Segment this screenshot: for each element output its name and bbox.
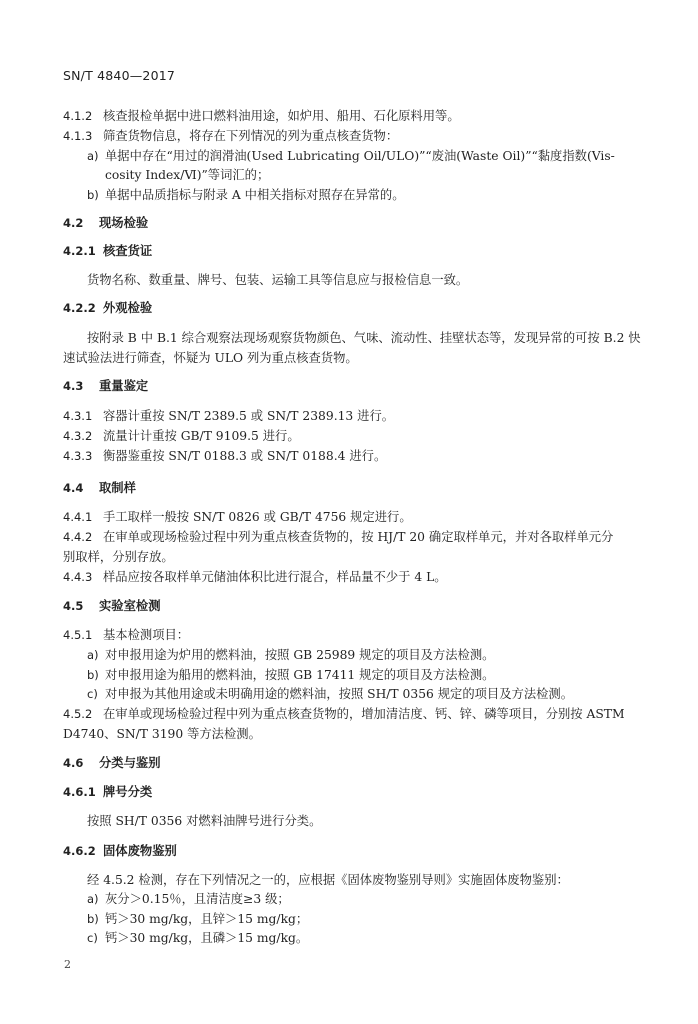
list-item-b <box>87 187 405 203</box>
clause-text: 手工取样一般按 SN/T 0826 或 GB/T 4756 规定进行。 <box>103 510 412 524</box>
clause-text: D4740、SN/T 3190 等方法检测。 <box>63 727 261 741</box>
clause-4-4-2 <box>63 529 613 545</box>
clause-number: 4.1.2 <box>63 109 93 123</box>
clause-4-4-1 <box>63 509 412 525</box>
list-text: 钙＞30 mg/kg，且磷＞15 mg/kg。 <box>105 931 309 945</box>
clause-4-4-3 <box>63 569 447 585</box>
clause-4-3-2 <box>63 428 300 444</box>
clause-4-5-2-continued <box>63 726 261 742</box>
clause-number: 4.5.2 <box>63 707 93 721</box>
list-item-a <box>87 148 615 164</box>
clause-text: 流量计计重按 GB/T 9109.5 进行。 <box>103 429 300 443</box>
clause-text: 核查报检单据中进口燃料油用途，如炉用、船用、石化原料用等。 <box>103 109 460 123</box>
paragraph <box>87 872 569 888</box>
list-text: 单据中品质指标与附录 A 中相关指标对照存在异常的。 <box>105 188 405 202</box>
list-item-b <box>87 911 308 927</box>
clause-number: 4.1.3 <box>63 129 93 143</box>
standard-header: SN/T 4840—2017 <box>63 68 176 83</box>
section-heading-4-3 <box>63 378 148 394</box>
clause-4-3-1 <box>63 408 394 424</box>
heading-number: 4.2 <box>63 216 84 230</box>
clause-text: 容器计重按 SN/T 2389.5 或 SN/T 2389.13 进行。 <box>103 409 395 423</box>
list-item-a <box>87 647 494 663</box>
heading-title: 固体废物鉴别 <box>103 844 177 858</box>
heading-number: 4.6 <box>63 756 84 770</box>
list-marker: b) <box>87 188 99 202</box>
list-item-a-continued <box>105 167 269 183</box>
section-heading-4-4 <box>63 480 136 496</box>
paragraph-text: 货物名称、数重量、牌号、包装、运输工具等信息应与报检信息一致。 <box>87 273 469 287</box>
heading-title: 核查货证 <box>103 244 153 258</box>
clause-4-3-3 <box>63 448 386 464</box>
clause-text: 筛查货物信息，将存在下列情况的列为重点核查货物： <box>103 129 399 143</box>
heading-title: 重量鉴定 <box>99 379 149 393</box>
clause-number: 4.3.1 <box>63 409 93 423</box>
clause-text: 基本检测项目： <box>103 628 190 642</box>
clause-number: 4.4.3 <box>63 570 93 584</box>
clause-number: 4.5.1 <box>63 628 93 642</box>
clause-4-5-2 <box>63 706 625 722</box>
clause-4-4-2-continued <box>63 549 174 565</box>
heading-number: 4.2.2 <box>63 301 96 315</box>
clause-text: 样品应按各取样单元储油体积比进行混合，样品量不少于 4 L。 <box>103 570 447 584</box>
page-number: 2 <box>64 958 71 971</box>
clause-text: 在审单或现场检验过程中列为重点核查货物的，增加清洁度、钙、锌、磷等项目，分别按 ASTM <box>103 707 625 721</box>
heading-number: 4.6.1 <box>63 785 96 799</box>
section-heading-4-2 <box>63 215 148 231</box>
list-text: 对申报用途为炉用的燃料油，按照 GB 25989 规定的项目及方法检测。 <box>105 648 495 662</box>
list-text: 对申报用途为船用的燃料油，按照 GB 17411 规定的项目及方法检测。 <box>105 668 495 682</box>
section-heading-4-6 <box>63 755 161 771</box>
list-text: 单据中存在“用过的润滑油(Used Lubricating Oil/ULO)”“废油(Waste Oil)”“黏度指数(Vis- <box>105 149 615 163</box>
clause-number: 4.4.1 <box>63 510 93 524</box>
heading-number: 4.6.2 <box>63 844 96 858</box>
heading-title: 外观检验 <box>103 301 153 315</box>
list-marker: c) <box>87 931 98 945</box>
clause-text: 在审单或现场检验过程中列为重点核查货物的，按 HJ/T 20 确定取样单元，并对各取样单元分 <box>103 530 614 544</box>
list-text: 对申报为其他用途或未明确用途的燃料油，按照 SH/T 0356 规定的项目及方法检测。 <box>105 687 574 701</box>
heading-number: 4.5 <box>63 599 84 613</box>
paragraph-text: 速试验法进行筛查，怀疑为 ULO 列为重点核查货物。 <box>63 351 358 365</box>
paragraph-text: 经 4.5.2 检测，存在下列情况之一的，应根据《固体废物鉴别导则》实施固体废物鉴别： <box>87 873 569 887</box>
list-marker: a) <box>87 149 99 163</box>
heading-title: 牌号分类 <box>103 785 153 799</box>
list-text: cosity Index/Ⅵ)”等词汇的； <box>105 168 270 182</box>
paragraph <box>87 272 468 288</box>
section-heading-4-6-1 <box>63 784 152 800</box>
list-item-b <box>87 667 494 683</box>
heading-title: 实验室检测 <box>99 599 161 613</box>
section-heading-4-6-2 <box>63 843 177 859</box>
list-marker: a) <box>87 648 99 662</box>
list-item-c <box>87 686 573 702</box>
clause-number: 4.3.3 <box>63 449 93 463</box>
list-marker: b) <box>87 912 99 926</box>
paragraph-text: 按照 SH/T 0356 对燃料油牌号进行分类。 <box>87 814 322 828</box>
list-marker: b) <box>87 668 99 682</box>
list-text: 灰分＞0.15％，且清洁度≥3 级； <box>105 892 290 906</box>
paragraph <box>87 330 641 346</box>
clause-text: 衡器鉴重按 SN/T 0188.3 或 SN/T 0188.4 进行。 <box>103 449 387 463</box>
paragraph <box>87 813 321 829</box>
clause-4-1-3 <box>63 128 398 144</box>
clause-4-1-2 <box>63 108 460 124</box>
section-heading-4-2-2 <box>63 300 152 316</box>
heading-number: 4.3 <box>63 379 84 393</box>
heading-title: 取制样 <box>99 481 136 495</box>
clause-4-5-1 <box>63 627 189 643</box>
clause-number: 4.3.2 <box>63 429 93 443</box>
heading-title: 分类与鉴别 <box>99 756 161 770</box>
clause-number: 4.4.2 <box>63 530 93 544</box>
list-marker: c) <box>87 687 98 701</box>
list-marker: a) <box>87 892 99 906</box>
paragraph-text: 按附录 B 中 B.1 综合观察法现场观察货物颜色、气味、流动性、挂壁状态等，发现异常的可按 B.2 快 <box>87 331 641 345</box>
heading-number: 4.4 <box>63 481 84 495</box>
heading-number: 4.2.1 <box>63 244 96 258</box>
clause-text: 别取样，分别存放。 <box>63 550 174 564</box>
list-item-a <box>87 891 290 907</box>
paragraph-continued <box>63 350 358 366</box>
section-heading-4-2-1 <box>63 243 152 259</box>
heading-title: 现场检验 <box>99 216 149 230</box>
list-text: 钙＞30 mg/kg，且锌＞15 mg/kg； <box>105 912 309 926</box>
list-item-c <box>87 930 308 946</box>
section-heading-4-5 <box>63 598 161 614</box>
